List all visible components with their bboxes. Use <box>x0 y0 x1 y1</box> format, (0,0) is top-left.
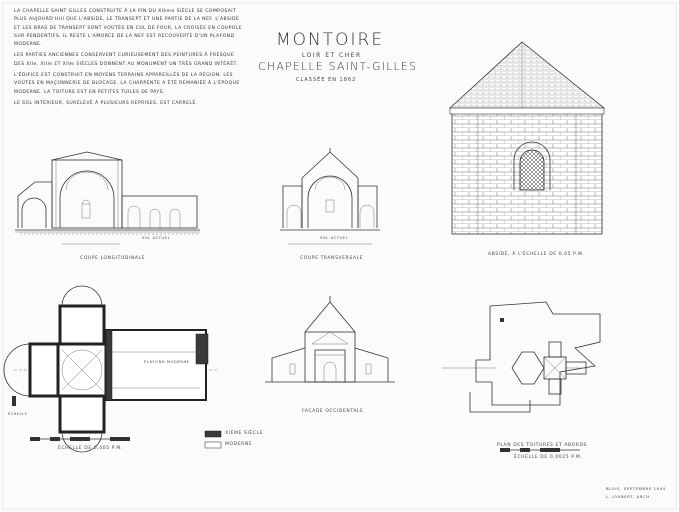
caption-transversal: COUPE TRANSVERSALE <box>300 256 364 261</box>
caption-longitudinal: COUPE LONGITUDINALE <box>80 256 146 261</box>
note-paragraph: LES PARTIES ANCIENNES CONSERVENT CURIEUSEMENT DES PEINTURES À FRESQUE DES XIIe, XIIIe ET XIVe SIÈCLES DONNENT AU MONUMENT UN TRÈS GRAND INTÉRÊT. <box>14 53 239 67</box>
caption-plan-scale: ÉCHELLE DE 0,005 P.M. <box>58 446 123 451</box>
vertical-scale-mark <box>12 396 16 406</box>
label-vertical-scale: ÉCHELLE <box>8 412 28 416</box>
legend-swatch-medieval <box>205 431 221 437</box>
label-ground-level-long: SOL ACTUEL <box>142 236 171 240</box>
site-scale-bar <box>500 448 580 452</box>
region-label: LOIR ET CHER <box>302 52 362 59</box>
signature-architect: L. JOUBERT, ARCH. <box>606 494 652 499</box>
page-title: MONTOIRE <box>276 30 385 50</box>
west-facade <box>265 296 395 382</box>
caption-facade: FAÇADE OCCIDENTALE <box>302 409 364 414</box>
signature-date: BLOIS, SEPTEMBRE 1944 <box>606 486 666 491</box>
label-ground-level-trans: SOL ACTUEL <box>320 236 349 240</box>
legend <box>205 431 221 448</box>
caption-apse: ABSIDE, À L'ÉCHELLE DE 0,05 P.M. <box>488 252 585 257</box>
legend-label-modern: MODERNE <box>225 442 253 447</box>
classification-label: CLASSÉE EN 1862 <box>296 77 357 83</box>
caption-site-scale: ÉCHELLE DE 0,0025 P.M. <box>514 455 583 460</box>
page-subtitle: CHAPELLE SAINT-GILLES <box>258 60 418 73</box>
apse-elevation <box>450 42 604 234</box>
plan-scale-bar <box>30 437 130 441</box>
legend-swatch-modern <box>205 442 221 448</box>
note-paragraph: LA CHAPELLE SAINT GILLES CONSTRUITE À LA FIN DU XIème SIÈCLE SE COMPOSAIT PLUS AUJOURD'HUI QUE L'ABSIDE, LE TRANSEPT ET UNE PARTIE DE LA NEF. L'ABSIDE ET LES BRAS DE TRANSEPT SONT VOÛTÉS EN CUL DE FOUR, LA CROISÉE EN COUPOLE SUR PENDENTIFS. IL RESTE L'AMORCE DE LA NEF EST RECOUVERTE D'UN PLAFOND MODERNE. <box>14 9 243 48</box>
note-paragraph: L'ÉDIFICE EST CONSTRUIT EN MOYENS TERRAINS APPAREILLÉS DE LA RÉGION. LES VOÛTES EN MAÇONNERIE DE BLOCAGE. LA CHARPENTE A ÉTÉ REMANIÉE À L'ÉPOQUE MODERNE. LA TOITURE EST EN PETITES TUILES DE PAYS. <box>14 73 240 95</box>
caption-site-plan: PLAN DES TOITURES ET ABORDS <box>497 443 588 448</box>
note-paragraph: LE SOL INTÉRIEUR, SURÉLEVÉ À PLUSIEURS REPRISES, EST CARRELÉ. <box>14 100 198 106</box>
label-modern-ceiling: PLAFOND MODERNE <box>144 360 190 364</box>
longitudinal-section <box>15 152 200 244</box>
site-plan <box>442 302 600 412</box>
ground-plan <box>4 286 218 452</box>
legend-label-medieval: XIÈME SIÈCLE <box>225 431 264 436</box>
transversal-section <box>280 148 380 244</box>
